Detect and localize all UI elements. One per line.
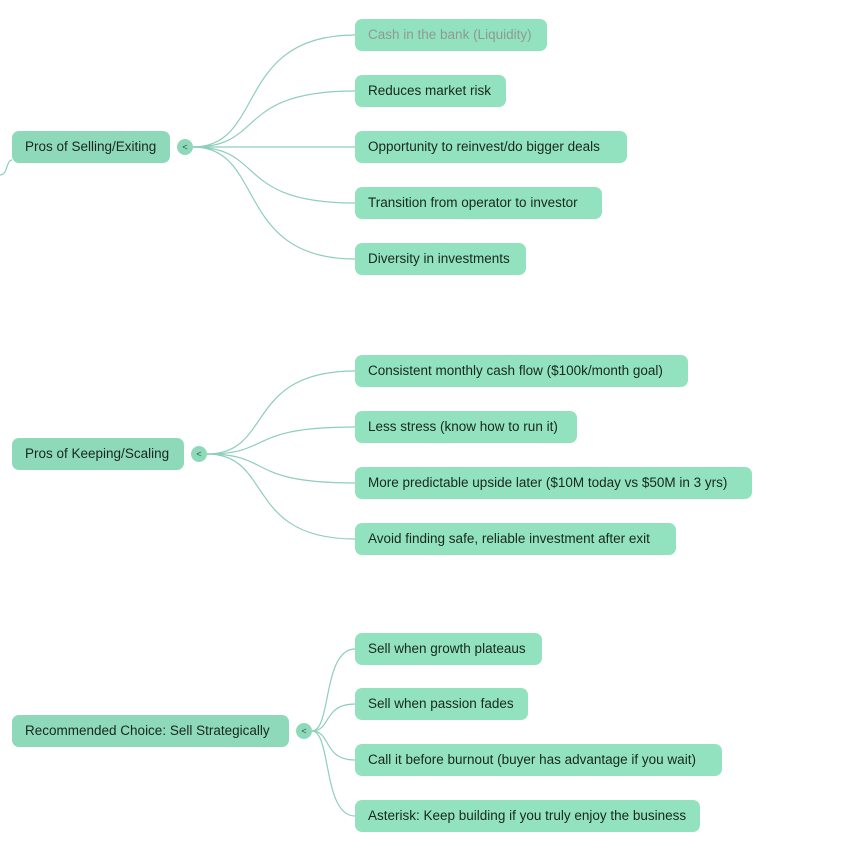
- mindmap-child-node-label: Opportunity to reinvest/do bigger deals: [368, 138, 600, 154]
- mindmap-child-node-label: Consistent monthly cash flow ($100k/month goal): [368, 362, 663, 378]
- mindmap-child-node[interactable]: [355, 800, 700, 832]
- mindmap-child-node[interactable]: [355, 131, 627, 163]
- connector: [312, 649, 355, 731]
- mindmap-parent-node[interactable]: [12, 438, 184, 470]
- connector: [312, 704, 355, 731]
- connector: [193, 147, 355, 203]
- mindmap-child-node-label: More predictable upside later ($10M today vs $50M in 3 yrs): [368, 474, 728, 490]
- mindmap-child-node[interactable]: [355, 633, 542, 665]
- mindmap-child-node[interactable]: [355, 187, 602, 219]
- connector: [0, 160, 12, 175]
- mindmap-child-node[interactable]: [355, 688, 528, 720]
- mindmap-child-node-label: Transition from operator to investor: [368, 194, 578, 210]
- mindmap-child-node-label: Sell when growth plateaus: [368, 640, 526, 656]
- mindmap-child-node-label: Sell when passion fades: [368, 695, 514, 711]
- mindmap-child-node-label: Call it before burnout (buyer has advantage if you wait): [368, 751, 696, 767]
- connector: [207, 427, 355, 454]
- connector: [207, 371, 355, 454]
- mindmap-child-node-label: Avoid finding safe, reliable investment after exit: [368, 530, 650, 546]
- mindmap-parent-node-label: Recommended Choice: Sell Strategically: [25, 722, 270, 738]
- connector: [193, 91, 355, 147]
- collapse-toggle-icon[interactable]: <: [191, 446, 207, 462]
- mindmap-child-node[interactable]: [355, 744, 722, 776]
- mindmap-child-node-label: Less stress (know how to run it): [368, 418, 558, 434]
- collapse-toggle-icon[interactable]: <: [177, 139, 193, 155]
- mindmap-parent-node-label: Pros of Selling/Exiting: [25, 138, 157, 154]
- mindmap-child-node[interactable]: [355, 467, 752, 499]
- mindmap-parent-node[interactable]: [12, 131, 170, 163]
- connector: [312, 731, 355, 816]
- connector: [312, 731, 355, 760]
- connector: [193, 147, 355, 259]
- mindmap-child-node-label: Cash in the bank (Liquidity): [368, 26, 532, 42]
- mindmap-child-node[interactable]: [355, 19, 547, 51]
- mindmap-parent-node-label: Pros of Keeping/Scaling: [25, 445, 170, 461]
- mindmap-child-node[interactable]: [355, 75, 506, 107]
- mindmap-child-node[interactable]: [355, 411, 577, 443]
- mindmap-parent-node[interactable]: [12, 715, 289, 747]
- mindmap-child-node[interactable]: [355, 523, 676, 555]
- mindmap-child-node[interactable]: [355, 355, 688, 387]
- collapse-toggle-icon[interactable]: <: [296, 723, 312, 739]
- connector: [193, 35, 355, 147]
- mindmap-child-node-label: Diversity in investments: [368, 250, 510, 266]
- mindmap-child-node[interactable]: [355, 243, 526, 275]
- connector: [207, 454, 355, 539]
- connector: [207, 454, 355, 483]
- mindmap-child-node-label: Asterisk: Keep building if you truly enjoy the business: [368, 807, 687, 823]
- mindmap-child-node-label: Reduces market risk: [368, 82, 492, 98]
